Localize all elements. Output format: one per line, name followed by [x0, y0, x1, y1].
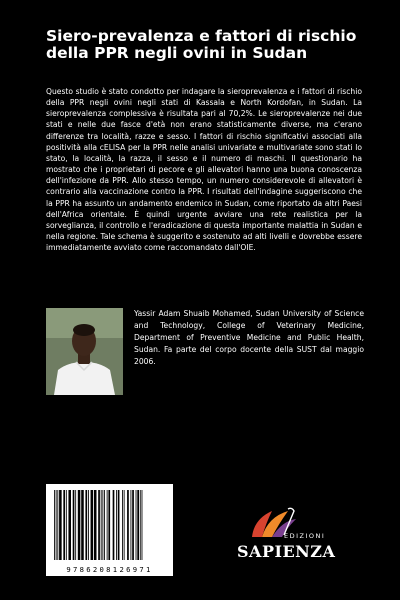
- barcode-bar: [132, 490, 134, 560]
- barcode-bar: [85, 490, 87, 560]
- barcode-bar: [118, 490, 120, 560]
- barcode-bar: [142, 490, 143, 560]
- barcode-bar: [104, 490, 105, 560]
- barcode-bar: [116, 490, 117, 560]
- author-photo: [46, 308, 123, 395]
- barcode-bar: [127, 490, 129, 560]
- barcode-bar: [101, 490, 102, 560]
- barcode-bar: [102, 490, 103, 560]
- barcode-bar: [94, 490, 97, 560]
- barcode-bar: [107, 490, 108, 560]
- book-blurb: Questo studio è stato condotto per indagare la sieroprevalenza e i fattori di rischio della PPR negli ovini negli stati di Kassala e North Kordofan, in Sudan. La sieroprevalenza complessiva è risultata pari al 70,2%. Le sieroprevalenze nei due stati e nelle due fasce d'età non erano statisticamente diverse, ma c'erano differenze tra località, razze e sesso. I fattori di rischio significativi associati alla positività alla cELISA per la PPR nelle analisi univariate e multivariate sono stati lo stato, la località, la razza, il sesso e il numero di maschi. Il questionario ha mostrato che i proprietari di pecore e gli allevatori hanno una buona conoscenza dell'infezione da PPR. Allo stesso tempo, un numero considerevole di allevatori è contrario alla vaccinazione contro la PPR. I risultati dell'indagine suggeriscono che la PPR ha assunto un andamento endemico in Sudan, come riportato da altri Paesi dell'Africa orientale. È quindi urgente avviare una rete realistica per la sorveglianza, il controllo e l'eradicazione di questa importante malattia in Sudan e nella regione. Tale schema è suggerito e sostenuto ad alti livelli e dovrebbe essere immediatamente avviato come raccomandato dall'OIE.: [46, 87, 362, 253]
- barcode-bar: [88, 490, 89, 560]
- publisher-edizioni-label: EDIZIONI: [284, 532, 326, 540]
- barcode-bar: [57, 490, 58, 560]
- barcode-bar: [131, 490, 132, 560]
- publisher-name: SAPIENZA: [237, 542, 336, 561]
- isbn-barcode: [46, 484, 173, 576]
- barcode-bar: [98, 490, 100, 560]
- barcode-bar: [78, 490, 81, 560]
- author-bio: Yassir Adam Shuaib Mohamed, Sudan University of Science and Technology, College of Veterinary Medicine, Department of Preventive Medicine and Public Health, Sudan. Fa parte del corpo docente della SUST dal maggio 2006.: [134, 309, 364, 366]
- publisher-logo: [232, 505, 342, 575]
- barcode-bar: [124, 490, 125, 560]
- barcode-bar: [68, 490, 71, 560]
- barcode-bar: [140, 490, 141, 560]
- barcode-bar: [56, 490, 57, 560]
- barcode-bar: [108, 490, 110, 560]
- barcode-bar: [91, 490, 94, 560]
- barcode-bar: [137, 490, 139, 560]
- barcode-bar: [122, 490, 123, 560]
- isbn-digits: 9786208126971: [66, 565, 153, 574]
- barcode-bar: [136, 490, 137, 560]
- barcode-bar: [66, 490, 67, 560]
- barcode-bar: [63, 490, 65, 560]
- barcode-bar: [75, 490, 76, 560]
- barcode-bar: [113, 490, 115, 560]
- book-title: Siero-prevalenza e fattori di rischio della PPR negli ovini in Sudan: [46, 27, 357, 62]
- barcode-bar: [54, 490, 55, 560]
- barcode-bar: [59, 490, 62, 560]
- barcode-bar: [81, 490, 84, 560]
- barcode-bar: [73, 490, 75, 560]
- barcode-bars: [46, 484, 173, 564]
